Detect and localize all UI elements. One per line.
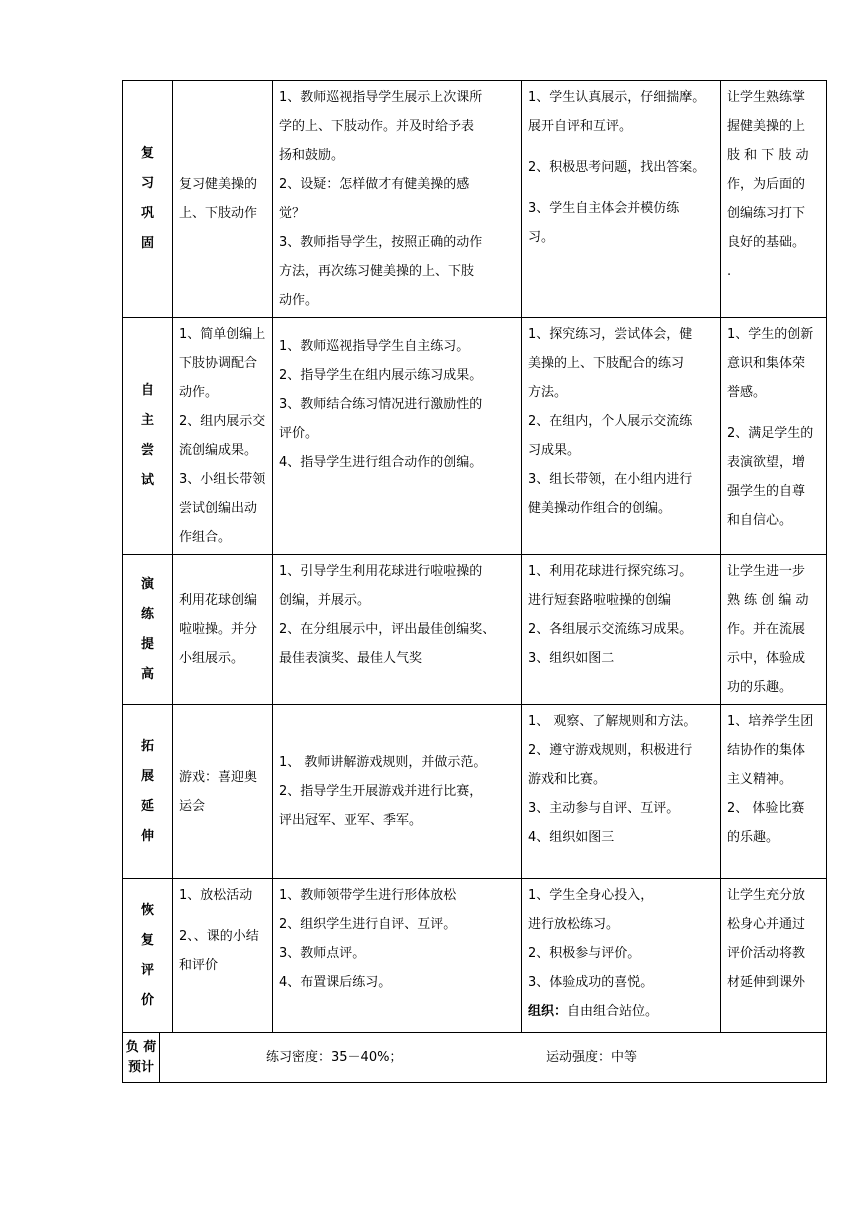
stage-char: 巩 xyxy=(141,206,155,221)
cell-line: 让学生充分放 xyxy=(727,888,806,903)
student-cell xyxy=(522,318,721,555)
stage-char: 伸 xyxy=(141,828,155,844)
stage-char: 尝 xyxy=(141,443,155,458)
cell-line: 材延伸到课外 xyxy=(727,975,806,990)
cell-line: 松身心并通过 xyxy=(727,917,806,932)
stage-char: 复 xyxy=(141,146,155,161)
cell-line: 健美操动作组合的创编。 xyxy=(528,501,672,516)
student-cell xyxy=(522,705,721,879)
cell-line: 2、、课的小结 xyxy=(179,929,259,944)
table-row xyxy=(123,318,827,555)
cell-line: 流创编成果。 xyxy=(179,443,258,458)
teacher-cell xyxy=(273,555,522,705)
cell-line: 3、主动参与自评、互评。 xyxy=(528,801,680,816)
stage-char: 固 xyxy=(141,236,155,251)
stage-char: 展 xyxy=(141,768,155,784)
content-cell xyxy=(173,81,273,318)
cell-line: 1、放松活动 xyxy=(179,888,253,903)
cell-line: 2、遵守游戏规则，积极进行 xyxy=(528,743,693,758)
cell-line: 1、引导学生利用花球进行啦啦操的 xyxy=(279,564,483,579)
stage-char: 演 xyxy=(141,576,155,592)
table-row xyxy=(123,555,827,705)
cell-line: 评价。 xyxy=(279,426,319,441)
cell-line xyxy=(279,320,517,332)
load-text-cell xyxy=(160,1033,827,1083)
cell-line: 2、各组展示交流练习成果。 xyxy=(528,622,693,637)
cell-line: 2、指导学生开展游戏并进行比赛， xyxy=(279,784,483,799)
student-cell xyxy=(522,879,721,1033)
cell-line: 评价活动将教 xyxy=(727,946,806,961)
exercise-intensity: 运动强度：中等 xyxy=(546,1050,638,1065)
cell-line: 学的上、下肢动作。并及时给予表 xyxy=(279,119,475,134)
stage-cell xyxy=(123,81,173,318)
cell-line: 表演欲望，增 xyxy=(727,455,806,470)
organization-text: 自由组合站位。 xyxy=(567,1004,659,1019)
cell-line: 上、下肢动作 xyxy=(179,206,258,221)
cell-line: 1、学生的创新 xyxy=(727,327,814,342)
student-cell xyxy=(522,81,721,318)
cell-line: 1、培养学生团 xyxy=(727,714,814,729)
cell-line: 强学生的自尊 xyxy=(727,484,806,499)
cell-line: 1、 观察、了解规则和方法。 xyxy=(528,714,697,729)
cell-line: 熟 练 创 编 动 xyxy=(727,593,809,608)
cell-line: . xyxy=(727,264,732,279)
cell-line: 2、 体验比赛 xyxy=(727,801,805,816)
purpose-cell xyxy=(721,879,827,1033)
cell-line: 游戏：喜迎奥 xyxy=(179,769,258,785)
cell-line: 创编练习打下 xyxy=(727,206,806,221)
cell-line: 3、学生自主体会并模仿练 xyxy=(528,201,680,216)
cell-line: 肢 和 下 肢 动 xyxy=(727,148,809,163)
cell-line xyxy=(727,407,822,419)
cell-line: 方法。 xyxy=(528,385,568,400)
cell-line: 评出冠军、亚军、季军。 xyxy=(279,813,423,828)
cell-line: 3、体验成功的喜悦。 xyxy=(528,975,654,990)
cell-line: 创编，并展示。 xyxy=(279,593,371,608)
cell-line: 3、组织如图二 xyxy=(528,651,615,666)
stage-char: 高 xyxy=(141,666,155,682)
cell-line: 觉？ xyxy=(279,206,306,221)
cell-line: 和评价 xyxy=(179,958,219,973)
stage-char: 拓 xyxy=(141,738,155,754)
cell-line: 1、教师巡视指导学生自主练习。 xyxy=(279,339,470,354)
stage-char: 恢 xyxy=(141,902,155,918)
cell-line: 小组展示。 xyxy=(179,651,245,666)
stage-cell xyxy=(123,879,173,1033)
purpose-cell xyxy=(721,81,827,318)
cell-line: 3、小组长带领 xyxy=(179,472,266,487)
stage-char: 习 xyxy=(141,176,155,191)
cell-line: 2、满足学生的 xyxy=(727,426,814,441)
cell-line: 1、学生认真展示，仔细揣摩。 xyxy=(528,90,706,105)
stage-char: 自 xyxy=(141,383,155,398)
cell-line: 利用花球创编 xyxy=(179,593,258,608)
cell-line: 3、教师点评。 xyxy=(279,946,366,961)
stage-char: 价 xyxy=(141,992,155,1008)
cell-line: 2、积极思考问题，找出答案。 xyxy=(528,160,706,175)
cell-line: 2、指导学生在组内展示练习成果。 xyxy=(279,368,483,383)
student-cell xyxy=(522,555,721,705)
cell-line: 运会 xyxy=(179,798,206,814)
cell-line: 4、组织如图三 xyxy=(528,830,615,845)
cell-line: 1、探究练习，尝试体会，健 xyxy=(528,327,693,342)
cell-line: 作，为后面的 xyxy=(727,177,806,192)
load-label: 预计 xyxy=(127,1059,154,1075)
cell-line: 主义精神。 xyxy=(727,772,793,787)
table-row xyxy=(123,705,827,879)
cell-line: 1、简单创编上 xyxy=(179,327,266,342)
stage-char: 延 xyxy=(141,798,155,814)
cell-line: 最佳表演奖、最佳人气奖 xyxy=(279,651,423,666)
content-cell xyxy=(173,555,273,705)
cell-line: 展开自评和互评。 xyxy=(528,119,633,134)
cell-line: 4、布置课后练习。 xyxy=(279,975,392,990)
cell-line: 复习健美操的 xyxy=(179,177,258,192)
cell-line: 握健美操的上 xyxy=(727,119,806,134)
content-cell xyxy=(173,705,273,879)
stage-char: 评 xyxy=(141,962,155,978)
cell-line: 1、教师巡视指导学生展示上次课所 xyxy=(279,90,483,105)
cell-line: 方法，再次练习健美操的上、下肢 xyxy=(279,264,475,279)
cell-line: 2、组内展示交 xyxy=(179,414,266,429)
cell-line: 2、组织学生进行自评、互评。 xyxy=(279,917,457,932)
cell-line: 示中，体验成 xyxy=(727,651,806,666)
cell-line: 美操的上、下肢配合的练习 xyxy=(528,356,685,371)
cell-line: 誉感。 xyxy=(727,385,767,400)
cell-line xyxy=(528,141,716,153)
cell-line: 游戏和比赛。 xyxy=(528,772,607,787)
stage-char: 试 xyxy=(141,473,155,488)
cell-line: 习。 xyxy=(528,230,555,245)
cell-line: 作组合。 xyxy=(179,530,232,545)
purpose-cell xyxy=(721,555,827,705)
stage-char: 复 xyxy=(141,932,155,948)
cell-line: 进行放松练习。 xyxy=(528,917,620,932)
cell-line: 1、利用花球进行探究练习。 xyxy=(528,564,693,579)
teacher-cell xyxy=(273,318,522,555)
table-row xyxy=(123,879,827,1033)
cell-line: 1、教师领带学生进行形体放松 xyxy=(279,888,457,903)
teacher-cell xyxy=(273,705,522,879)
teacher-cell xyxy=(273,879,522,1033)
purpose-cell xyxy=(721,705,827,879)
cell-line: 下肢协调配合 xyxy=(179,356,258,371)
cell-line: 扬和鼓励。 xyxy=(279,148,345,163)
purpose-cell xyxy=(721,318,827,555)
cell-line: 和自信心。 xyxy=(727,513,793,528)
organization-label: 组织： xyxy=(528,1004,568,1019)
cell-line xyxy=(528,182,716,194)
cell-line: 作。并在流展 xyxy=(727,622,806,637)
cell-line: 尝试创编出动 xyxy=(179,501,258,516)
cell-line: 的乐趣。 xyxy=(727,830,780,845)
cell-line: 进行短套路啦啦操的创编 xyxy=(528,593,672,608)
stage-char: 提 xyxy=(141,636,155,652)
stage-cell xyxy=(123,318,173,555)
cell-line: 功的乐趣。 xyxy=(727,680,793,695)
organization-line xyxy=(528,997,716,1026)
cell-line: 4、指导学生进行组合动作的创编。 xyxy=(279,455,483,470)
table-row xyxy=(123,81,827,318)
cell-line xyxy=(179,910,268,922)
cell-line: 动作。 xyxy=(179,385,219,400)
cell-line: 3、教师指导学生，按照正确的动作 xyxy=(279,235,483,250)
cell-line: 习成果。 xyxy=(528,443,581,458)
teacher-cell xyxy=(273,81,522,318)
cell-line: 良好的基础。 xyxy=(727,235,806,250)
stage-cell xyxy=(123,705,173,879)
content-cell xyxy=(173,318,273,555)
cell-line: 2、在组内，个人展示交流练 xyxy=(528,414,693,429)
lesson-plan-page xyxy=(122,80,826,1083)
stage-cell xyxy=(123,555,173,705)
cell-line: 1、 教师讲解游戏规则，并做示范。 xyxy=(279,755,487,770)
load-row xyxy=(123,1033,827,1083)
cell-line: 2、设疑：怎样做才有健美操的感 xyxy=(279,177,470,192)
stage-char: 主 xyxy=(141,413,155,428)
load-label-cell xyxy=(123,1033,160,1083)
cell-line: 3、教师结合练习情况进行激励性的 xyxy=(279,397,483,412)
cell-line: 2、在分组展示中，评出最佳创编奖、 xyxy=(279,622,496,637)
cell-line: 意识和集体荣 xyxy=(727,356,806,371)
content-cell xyxy=(173,879,273,1033)
cell-line: 结协作的集体 xyxy=(727,743,806,758)
load-label: 负 荷 xyxy=(125,1039,157,1055)
cell-line: 让学生进一步 xyxy=(727,564,806,579)
stage-char: 练 xyxy=(141,606,155,622)
cell-line: 动作。 xyxy=(279,293,319,308)
cell-line: 1、学生全身心投入， xyxy=(528,888,654,903)
cell-line: 2、积极参与评价。 xyxy=(528,946,641,961)
cell-line: 3、组长带领，在小组内进行 xyxy=(528,472,693,487)
cell-line: 让学生熟练掌 xyxy=(727,90,806,105)
cell-line: 啦啦操。并分 xyxy=(179,622,258,637)
lesson-plan-table xyxy=(122,80,827,1083)
practice-density: 练习密度：35－40%； xyxy=(266,1050,403,1065)
